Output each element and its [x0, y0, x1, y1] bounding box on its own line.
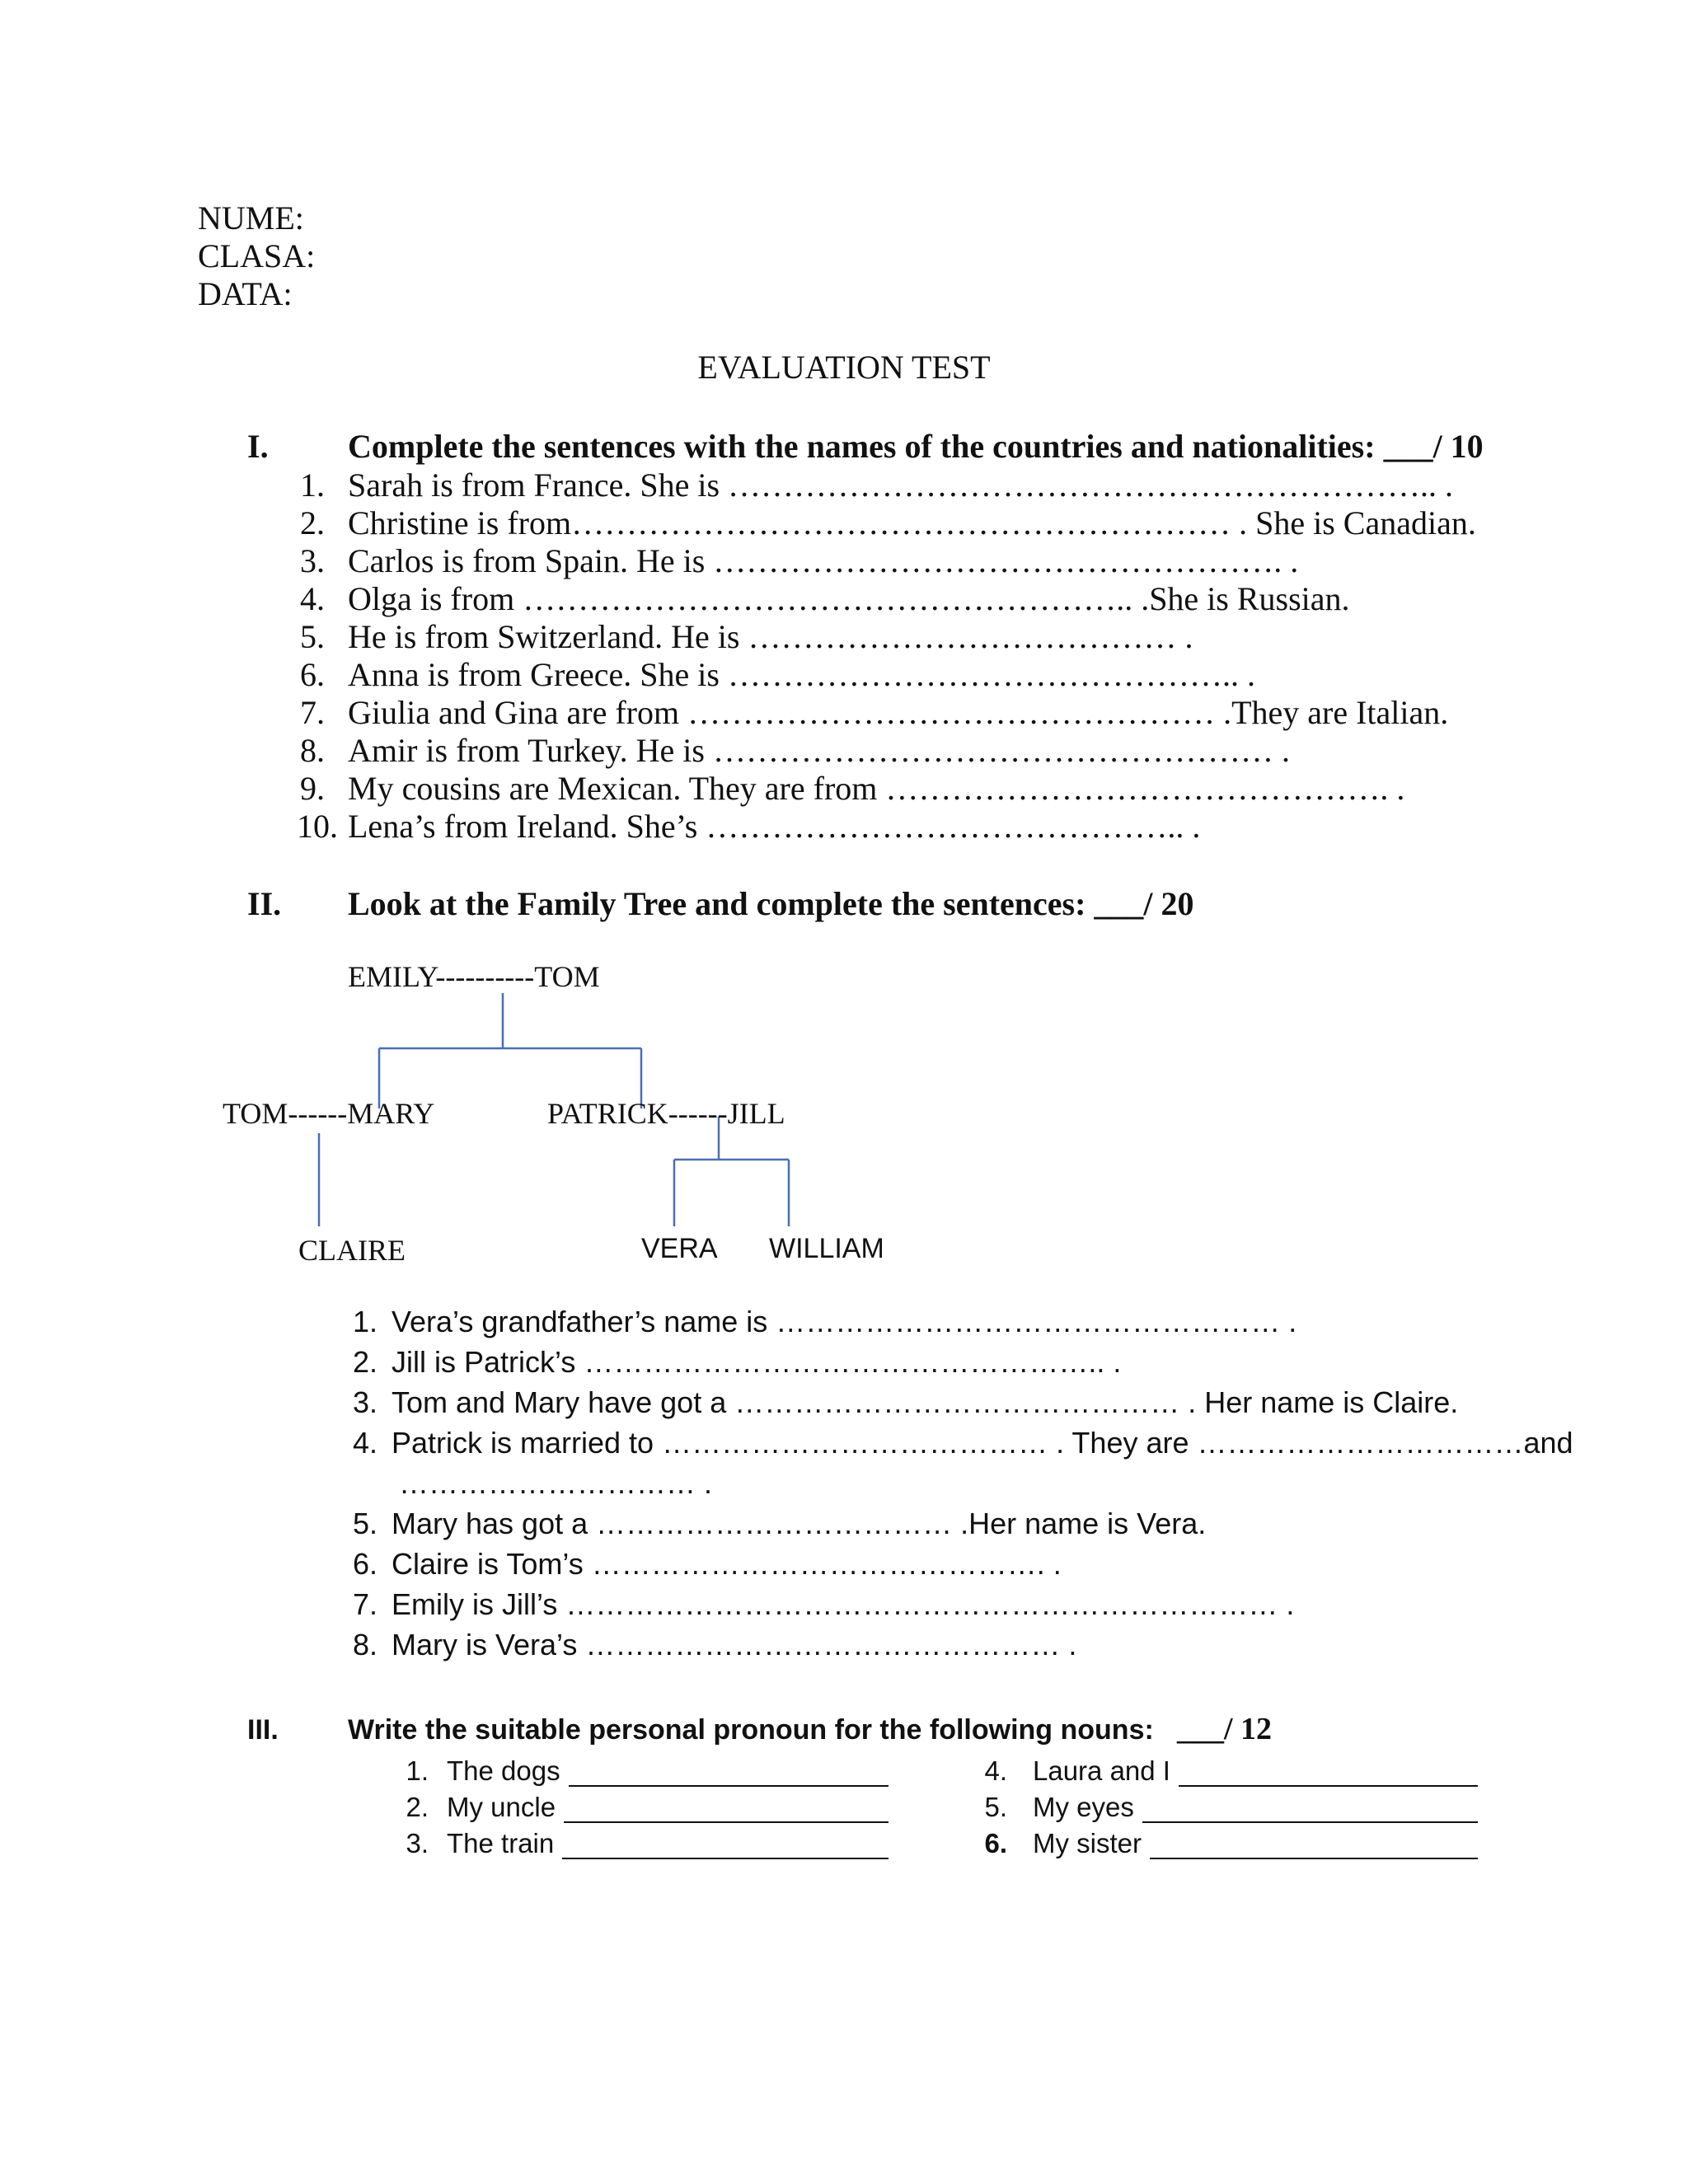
- section-3-item-number: 6.: [984, 1828, 1007, 1858]
- section-2-item-number: 5.: [352, 1507, 377, 1540]
- section-1-item-text: Anna is from Greece. She is ……………………………………….. .: [348, 656, 1255, 693]
- section-1-item-text: Olga is from ……………………………………………….. .She is Russian.: [348, 580, 1350, 617]
- answer-blank-line[interactable]: [569, 1785, 889, 1787]
- section-2-item-text: Vera’s grandfather’s name is …………………………………………… .: [392, 1305, 1297, 1338]
- tree-claire: CLAIRE: [298, 1234, 406, 1267]
- section-2-heading: Look at the Family Tree and complete the sentences: ___/ 20: [348, 885, 1194, 922]
- section-1-item-number: 8.: [300, 732, 325, 769]
- section-2-item-number: 6.: [352, 1547, 377, 1581]
- section-3-item-text: My sister: [1033, 1828, 1142, 1858]
- section-1-heading: Complete the sentences with the names of the countries and nationalities: ___/ 10: [348, 428, 1484, 465]
- answer-blank-line[interactable]: [1142, 1821, 1478, 1823]
- section-1-number: I.: [247, 428, 269, 465]
- page-title: EVALUATION TEST: [697, 349, 991, 386]
- tree-emily-tom: EMILY----------TOM: [348, 960, 600, 993]
- section-2-item-text: Emily is Jill’s ……………………………………………………………… .: [392, 1587, 1295, 1621]
- answer-blank-line[interactable]: [1150, 1858, 1478, 1859]
- section-2-item-text: Jill is Patrick’s …………………………………………….. .: [392, 1345, 1122, 1379]
- section-2-item-continuation: ………………………… .: [399, 1466, 713, 1500]
- answer-blank-line[interactable]: [564, 1821, 889, 1823]
- section-2-item-number: 7.: [352, 1587, 377, 1621]
- section-1-item-number: 2.: [300, 504, 325, 541]
- section-1-item-text: Giulia and Gina are from ………………………………………… .They are Italian.: [348, 694, 1449, 731]
- section-2-item-text: Claire is Tom’s ………………………………………. .: [392, 1547, 1062, 1581]
- tree-patrick-jill: PATRICK------JILL: [547, 1097, 785, 1130]
- section-1-item-text: My cousins are Mexican. They are from ………………………………………. .: [348, 770, 1405, 807]
- section-2-item-text: Mary has got a ……………………………… .Her name is Vera.: [392, 1507, 1207, 1540]
- section-3-item-number: 1.: [406, 1755, 429, 1786]
- section-3-number: III.: [247, 1714, 279, 1746]
- answer-blank-line[interactable]: [562, 1858, 889, 1859]
- section-3-item-number: 4.: [984, 1755, 1007, 1786]
- tree-william: WILLIAM: [769, 1233, 884, 1264]
- section-2-item-number: 3.: [352, 1385, 377, 1419]
- section-3-item-text: My eyes: [1033, 1792, 1134, 1822]
- section-1-item-number: 1.: [300, 466, 325, 504]
- section-3-item-number: 5.: [984, 1792, 1007, 1822]
- section-3-item-number: 3.: [406, 1828, 429, 1858]
- section-2-item-text: Mary is Vera’s ………………………………………… .: [392, 1628, 1077, 1661]
- section-1-item-number: 9.: [300, 770, 325, 807]
- answer-blank-line[interactable]: [1179, 1785, 1478, 1787]
- date-label: DATA:: [198, 275, 293, 312]
- section-3-item-text: The dogs: [447, 1755, 560, 1786]
- section-1-item-number: 3.: [300, 542, 325, 579]
- section-1-item-number: 6.: [300, 656, 325, 693]
- section-2-item-text: Tom and Mary have got a ……………………………………… . Her name is Claire.: [392, 1385, 1459, 1419]
- class-label: CLASA:: [198, 237, 316, 274]
- section-2-item-number: 8.: [352, 1628, 377, 1661]
- section-1-item-number: 7.: [300, 694, 325, 731]
- section-1-item-number: 10.: [297, 808, 338, 845]
- section-3-heading: Write the suitable personal pronoun for the following nouns:: [348, 1714, 1154, 1746]
- section-1-item-text: Christine is from…………………………………………………… . She is Canadian.: [348, 504, 1476, 541]
- section-2-item-text: Patrick is married to ………………………………… . They are ……………………………and: [392, 1426, 1573, 1460]
- section-2-item-number: 1.: [352, 1305, 377, 1338]
- section-1-item-text: He is from Switzerland. He is ………………………………… .: [348, 618, 1193, 655]
- section-3-item-text: The train: [447, 1828, 555, 1858]
- section-1-item-number: 5.: [300, 618, 325, 655]
- section-1-item-number: 4.: [300, 580, 325, 617]
- tree-vera: VERA: [641, 1233, 718, 1264]
- section-2-item-number: 4.: [352, 1426, 377, 1460]
- section-3-item-number: 2.: [406, 1792, 429, 1822]
- section-1-item-text: Lena’s from Ireland. She’s …………………………………….. .: [348, 808, 1201, 845]
- section-1-item-text: Amir is from Turkey. He is …………………………………………… .: [348, 732, 1290, 769]
- name-label: NUME:: [198, 199, 304, 237]
- section-1-item-text: Sarah is from France. She is ……………………………………………………….. .: [348, 466, 1454, 504]
- section-2-number: II.: [247, 885, 282, 922]
- section-1-item-text: Carlos is from Spain. He is ……………………………………………. .: [348, 542, 1299, 579]
- section-3-item-text: Laura and I: [1033, 1755, 1170, 1786]
- section-2-item-number: 2.: [352, 1345, 377, 1379]
- section-3-item-text: My uncle: [447, 1792, 556, 1822]
- section-3-score: ___/ 12: [1177, 1712, 1273, 1746]
- tree-tom-mary: TOM------MARY: [223, 1097, 435, 1130]
